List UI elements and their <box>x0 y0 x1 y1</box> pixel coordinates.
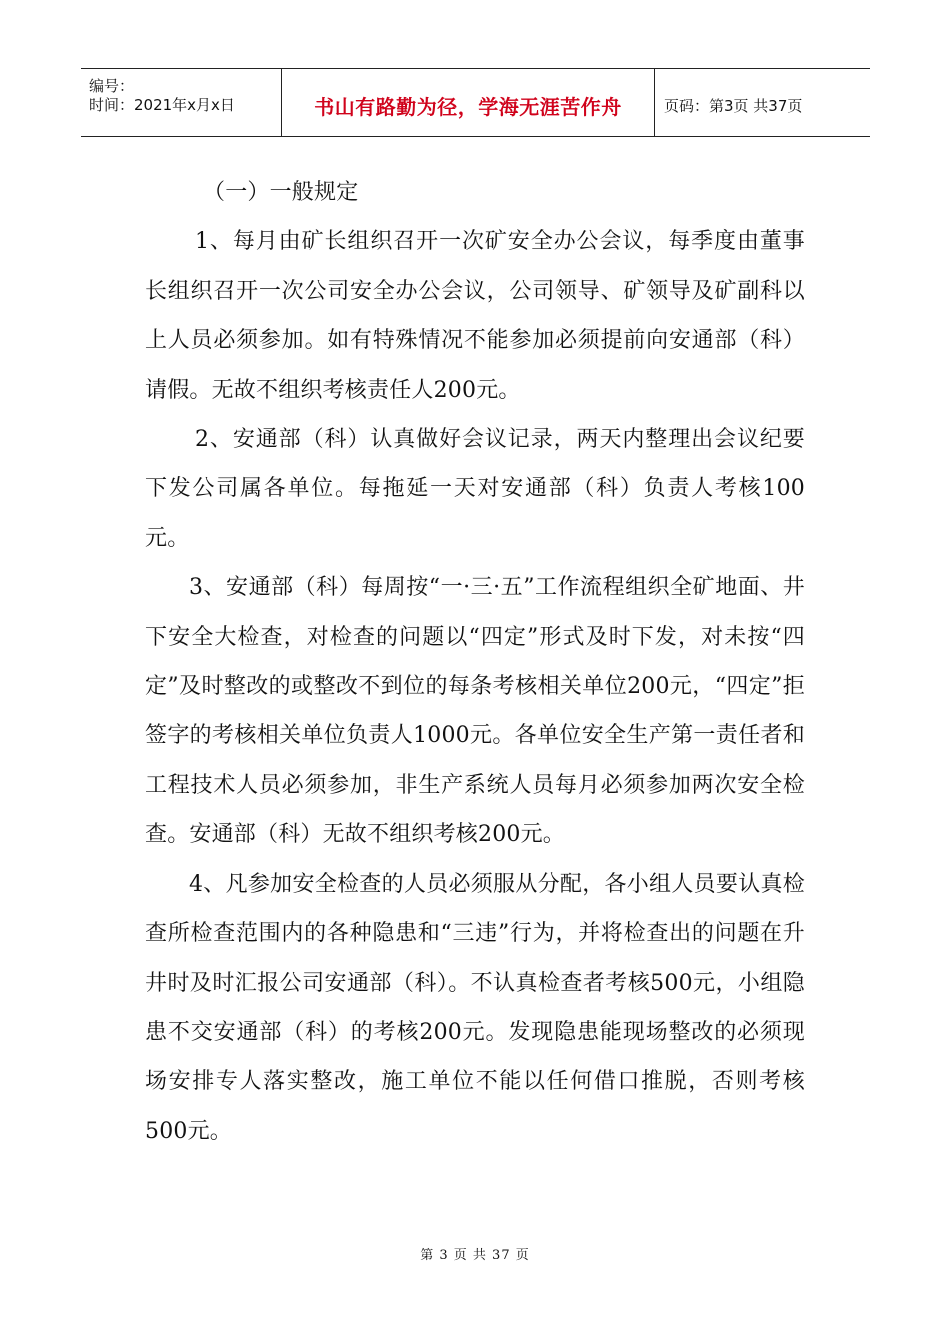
header-motto: 书山有路勤为径，学海无涯苦作舟 <box>314 95 622 119</box>
document-date: 时间：2021年x月x日 <box>89 96 235 114</box>
header-page-cell <box>654 69 870 136</box>
paragraph-1: 1、每月由矿长组织召开一次矿安全办公会议，每季度由董事长组织召开一次公司安全办公会议，公司领导、矿领导及矿副科以上人员必须参加。如有特殊情况不能参加必须提前向安通部（科）请假。无故不组织考核责任人200元。 <box>145 229 805 403</box>
page-footer: 第 3 页 共 37 页 <box>420 1248 530 1263</box>
document-header <box>81 68 870 137</box>
document-body <box>145 168 805 1156</box>
paragraph-2: 2、安通部（科）认真做好会议记录，两天内整理出会议纪要下发公司属各单位。每拖延一天对安通部（科）负责人考核100元。 <box>145 427 805 551</box>
document-number-label: 编号： <box>89 77 135 95</box>
paragraph-3: 3、安通部（科）每周按“一·三·五”工作流程组织全矿地面、井下安全大检查，对检查的问题以“四定”形式及时下发，对未按“四定”及时整改的或整改不到位的每条考核相关单位200元，“四定”拒签字的考核相关单位负责人1000元。各单位安全生产第一责任者和工程技术人员必须参加，非生产系统人员每月必须参加两次安全检查。安通部（科）无故不组织考核200元。 <box>145 575 805 848</box>
paragraph-4: 4、凡参加安全检查的人员必须服从分配，各小组人员要认真检查所检查范围内的各种隐患和“三违”行为，并将检查出的问题在升井时及时汇报公司安通部（科）。不认真检查者考核500元，小组隐患不交安通部（科）的考核200元。发现隐患能现场整改的必须现场安排专人落实整改，施工单位不能以任何借口推脱，否则考核500元。 <box>145 871 805 1144</box>
header-motto-cell <box>281 69 655 136</box>
header-meta-cell <box>81 69 281 136</box>
section-heading: （一）一般规定 <box>203 180 359 205</box>
header-page-info: 页码：第3页 共37页 <box>664 97 803 115</box>
